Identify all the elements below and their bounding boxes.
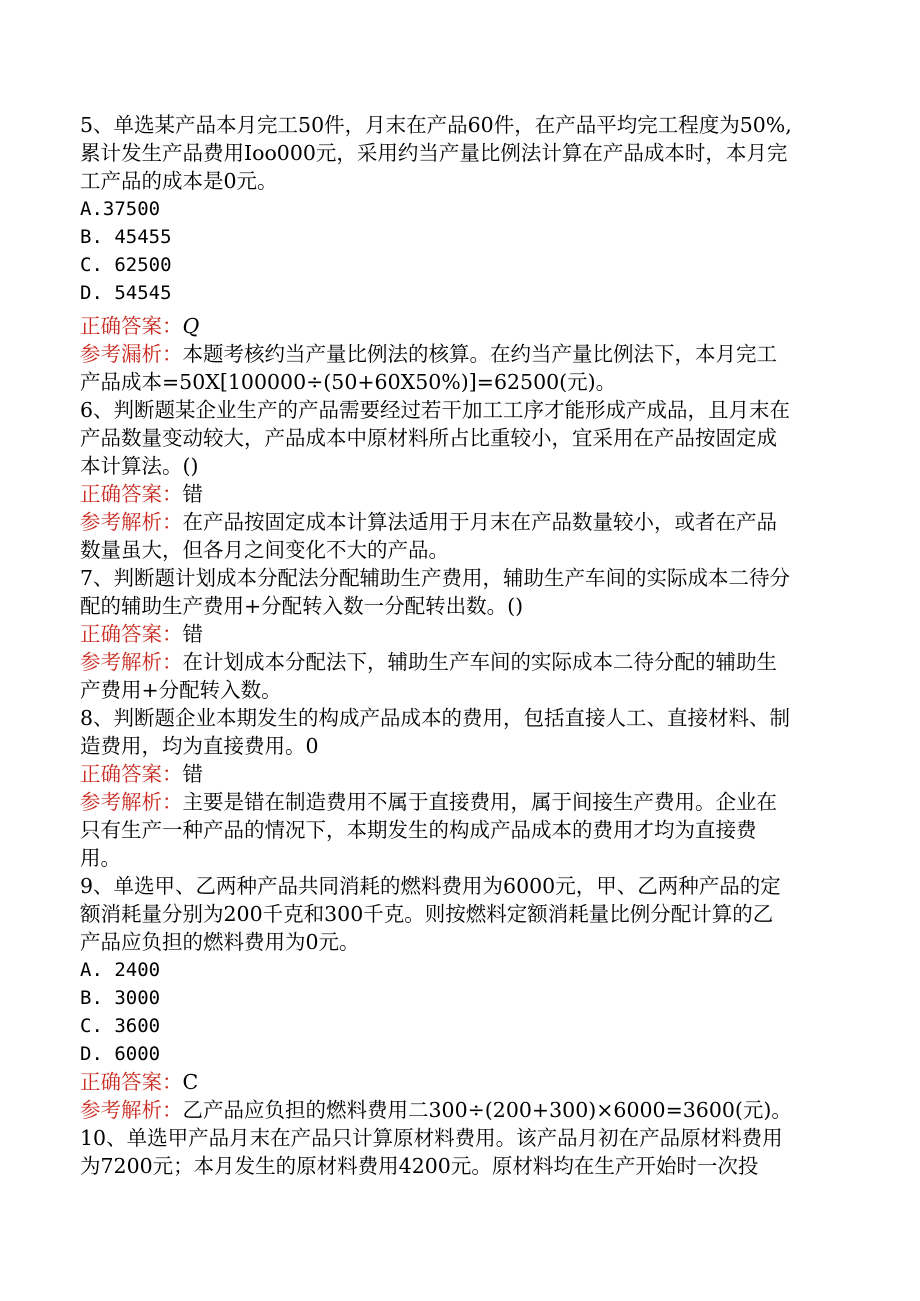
answer-value: 错 <box>182 622 203 646</box>
analysis-text: 在产品按固定成本计算法适用于月末在产品数量较小，或者在产品 <box>182 510 777 534</box>
analysis-text-line: 产费用+分配转入数。 <box>80 678 282 702</box>
analysis-label: 参考解析： <box>80 790 183 814</box>
answer-label: 正确答案： <box>80 1070 183 1094</box>
answer-label: 正确答案： <box>80 622 183 646</box>
answer-label: 正确答案： <box>80 314 183 338</box>
analysis-line <box>80 648 840 676</box>
question-text-line: 累计发生产品费用Ioo000元，采用约当产量比例法计算在产品成本时，本月完 <box>80 141 788 165</box>
answer-value: C <box>182 1070 199 1094</box>
answer-line <box>80 1068 840 1096</box>
question-text-line: 7、判断题计划成本分配法分配辅助生产费用，辅助生产车间的实际成本二待分 <box>80 566 791 590</box>
question-text-line: 9、单选甲、乙两种产品共同消耗的燃料费用为6000元，甲、乙两种产品的定 <box>80 874 781 898</box>
question-text-line: 8、判断题企业本期发生的构成产品成本的费用，包括直接人工、直接材料、制 <box>80 706 791 730</box>
question-7 <box>80 564 840 704</box>
question-text-line: 为7200元；本月发生的原材料费用4200元。原材料均在生产开始时一次投 <box>80 1154 759 1178</box>
question-5 <box>80 111 840 396</box>
option-d: D. 6000 <box>80 1043 161 1065</box>
question-text-line: 本计算法。() <box>80 454 199 478</box>
analysis-text-line: 数量虽大，但各月之间变化不大的产品。 <box>80 538 449 562</box>
analysis-label: 参考解析： <box>80 510 183 534</box>
question-9 <box>80 872 840 1124</box>
question-text-line: 造费用，均为直接费用。0 <box>80 734 319 758</box>
option-b: B. 45455 <box>80 226 172 248</box>
analysis-label: 参考解析： <box>80 650 183 674</box>
analysis-text: 乙产品应负担的燃料费用二300÷(200+300)×6000=3600(元)。 <box>182 1098 792 1122</box>
question-6 <box>80 396 840 564</box>
analysis-text: 主要是错在制造费用不属于直接费用，属于间接生产费用。企业在 <box>182 790 777 814</box>
option-a: A. 2400 <box>80 959 161 981</box>
analysis-text: 在计划成本分配法下，辅助生产车间的实际成本二待分配的辅助生 <box>182 650 777 674</box>
question-text-line: 6、判断题某企业生产的产品需要经过若干加工工序才能形成产成品，且月末在 <box>80 398 791 422</box>
question-text-line: 产品应负担的燃料费用为0元。 <box>80 930 360 954</box>
question-8 <box>80 704 840 872</box>
question-text-line: 5、单选某产品本月完工50件，月末在产品60件，在产品平均完工程度为50%, <box>80 113 792 137</box>
answer-value: 错 <box>182 482 203 506</box>
option-d: D. 54545 <box>80 282 172 304</box>
question-text-line: 产品数量变动较大，产品成本中原材料所占比重较小，宜采用在产品按固定成 <box>80 426 777 450</box>
answer-label: 正确答案： <box>80 762 183 786</box>
analysis-text-line: 产品成本=50X[100000÷(50+60X50%)]=62500(元)。 <box>80 370 617 394</box>
analysis-line <box>80 508 840 536</box>
answer-line <box>80 620 840 648</box>
option-b: B. 3000 <box>80 987 161 1009</box>
question-text-line: 10、单选甲产品月末在产品只计算原材料费用。该产品月初在产品原材料费用 <box>80 1126 783 1150</box>
analysis-label: 参考漏析： <box>80 342 183 366</box>
question-text-line: 额消耗量分别为200千克和300千克。则按燃料定额消耗量比例分配计算的乙 <box>80 902 774 926</box>
answer-label: 正确答案： <box>80 482 183 506</box>
analysis-text: 本题考核约当产量比例法的核算。在约当产量比例法下，本月完工 <box>182 342 777 366</box>
answer-line <box>80 480 840 508</box>
analysis-label: 参考解析： <box>80 1098 183 1122</box>
question-text-line: 工产品的成本是0元。 <box>80 169 278 193</box>
question-text-line: 配的辅助生产费用+分配转入数一分配转出数。() <box>80 594 524 618</box>
answer-value: 错 <box>182 762 203 786</box>
question-10 <box>80 1124 840 1180</box>
answer-value: Q <box>182 314 200 338</box>
analysis-text-line: 只有生产一种产品的情况下，本期发生的构成产品成本的费用才均为直接费 <box>80 818 757 842</box>
analysis-line <box>80 340 840 368</box>
option-c: C. 62500 <box>80 254 172 276</box>
answer-line <box>80 760 840 788</box>
analysis-text-line: 用。 <box>80 846 121 870</box>
analysis-line <box>80 788 840 816</box>
answer-line <box>80 312 840 340</box>
option-a: A.37500 <box>80 198 161 220</box>
option-c: C. 3600 <box>80 1015 161 1037</box>
analysis-line <box>80 1096 840 1124</box>
